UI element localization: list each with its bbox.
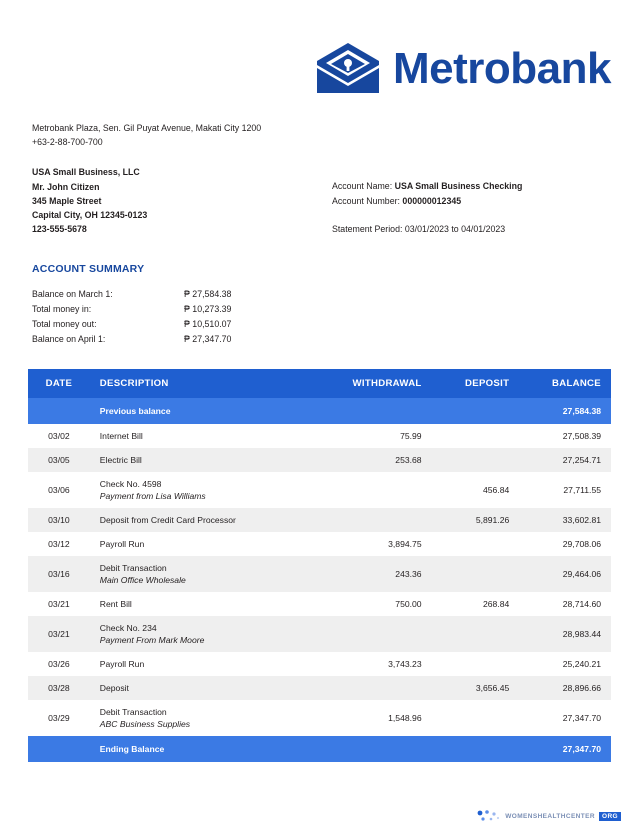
summary-row xyxy=(32,302,304,317)
row-description xyxy=(90,532,340,556)
row-withdrawal: 75.99 xyxy=(340,424,432,448)
row-date: 03/29 xyxy=(28,700,90,736)
row-balance: 27,508.39 xyxy=(519,424,611,448)
row-date: 03/02 xyxy=(28,424,90,448)
row-withdrawal xyxy=(340,508,432,532)
row-balance: 28,983.44 xyxy=(519,616,611,652)
row-description-main: Debit Transaction xyxy=(99,562,167,573)
row-withdrawal: 3,743.23 xyxy=(340,652,432,676)
column-header-balance: BALANCE xyxy=(519,369,611,398)
envelope-building-logo-icon xyxy=(315,41,381,97)
row-deposit: 3,656.45 xyxy=(432,676,520,700)
account-details xyxy=(332,165,609,236)
account-name-row xyxy=(332,179,609,193)
account-summary-table xyxy=(32,287,304,347)
footer-text: WOMENSHEALTHCENTER xyxy=(505,812,595,820)
row-withdrawal: 3,894.75 xyxy=(340,532,432,556)
customer-line4: Capital City, OH 12345-0123 xyxy=(32,210,148,220)
row-withdrawal xyxy=(340,472,432,508)
row-description xyxy=(90,616,340,652)
row-balance: 29,708.06 xyxy=(519,532,611,556)
row-deposit xyxy=(432,532,520,556)
row-balance: 27,254.71 xyxy=(519,448,611,472)
row-withdrawal: 750.00 xyxy=(340,592,432,616)
previous-balance-date xyxy=(28,398,90,424)
row-withdrawal: 253.68 xyxy=(340,448,432,472)
row-description xyxy=(90,556,340,592)
customer-address xyxy=(32,165,332,236)
account-summary-title: ACCOUNT SUMMARY xyxy=(32,262,145,275)
row-description xyxy=(90,700,340,736)
row-description-main: Internet Bill xyxy=(99,430,143,441)
info-section xyxy=(0,165,639,236)
row-balance: 28,896.66 xyxy=(519,676,611,700)
row-date: 03/21 xyxy=(28,592,90,616)
row-withdrawal xyxy=(340,676,432,700)
ending-balance-row xyxy=(28,736,611,762)
column-header-description: DESCRIPTION xyxy=(90,369,340,398)
table-row xyxy=(28,676,611,700)
row-description xyxy=(90,424,340,448)
statement-period-label: Statement Period: xyxy=(332,223,403,234)
transactions-header-row xyxy=(28,369,611,398)
brand-logo xyxy=(315,41,611,97)
previous-balance-deposit xyxy=(432,398,520,424)
customer-line5: 123-555-5678 xyxy=(32,224,87,235)
row-description-main: Payroll Run xyxy=(99,538,145,549)
table-row xyxy=(28,652,611,676)
row-description-main: Debit Transaction xyxy=(99,706,167,717)
row-description xyxy=(90,652,340,676)
previous-balance-withdrawal xyxy=(340,398,432,424)
row-description xyxy=(90,448,340,472)
statement-period-row xyxy=(332,222,609,236)
bank-address-line1: Metrobank Plaza, Sen. Gil Puyat Avenue, Makati City 1200 xyxy=(32,123,262,133)
row-withdrawal: 243.36 xyxy=(340,556,432,592)
table-row xyxy=(28,592,611,616)
row-balance: 27,711.55 xyxy=(519,472,611,508)
summary-label: Balance on April 1: xyxy=(32,334,106,344)
row-deposit xyxy=(432,616,520,652)
row-date: 03/12 xyxy=(28,532,90,556)
account-name-value: USA Small Business Checking xyxy=(394,181,523,192)
row-description-sub: Payment From Mark Moore xyxy=(99,634,205,645)
row-withdrawal xyxy=(340,616,432,652)
row-description-sub: Main Office Wholesale xyxy=(99,574,186,585)
ending-balance-label: Ending Balance xyxy=(90,736,340,762)
row-description-main: Payroll Run xyxy=(99,658,145,669)
row-deposit xyxy=(432,556,520,592)
row-balance: 33,602.81 xyxy=(519,508,611,532)
row-deposit: 456.84 xyxy=(432,472,520,508)
summary-row xyxy=(32,317,304,332)
row-deposit: 268.84 xyxy=(432,592,520,616)
ending-balance-amount: 27,347.70 xyxy=(519,736,611,762)
row-deposit xyxy=(432,424,520,448)
row-description-main: Rent Bill xyxy=(99,598,132,609)
row-date: 03/26 xyxy=(28,652,90,676)
table-row xyxy=(28,532,611,556)
table-row xyxy=(28,616,611,652)
summary-label: Total money in: xyxy=(32,304,92,314)
footer-org-badge: ORG xyxy=(599,812,621,821)
previous-balance-label: Previous balance xyxy=(90,398,340,424)
summary-label: Total money out: xyxy=(32,319,97,329)
summary-value: ₱ 10,510.07 xyxy=(184,319,232,329)
row-deposit xyxy=(432,652,520,676)
row-date: 03/21 xyxy=(28,616,90,652)
row-description xyxy=(90,676,340,700)
account-name-label: Account Name: xyxy=(332,181,393,192)
row-description-main: Electric Bill xyxy=(99,454,142,465)
row-description xyxy=(90,472,340,508)
previous-balance-row xyxy=(28,398,611,424)
row-date: 03/10 xyxy=(28,508,90,532)
statement-period-value: 03/01/2023 to 04/01/2023 xyxy=(404,223,506,234)
row-balance: 27,347.70 xyxy=(519,700,611,736)
customer-line1: USA Small Business, LLC xyxy=(32,167,140,178)
transactions-table xyxy=(28,369,611,762)
ending-balance-withdrawal xyxy=(340,736,432,762)
table-row xyxy=(28,424,611,448)
customer-line3: 345 Maple Street xyxy=(32,195,102,206)
row-balance: 25,240.21 xyxy=(519,652,611,676)
summary-row xyxy=(32,287,304,302)
column-header-deposit: DEPOSIT xyxy=(432,369,520,398)
row-description-main: Check No. 4598 xyxy=(99,478,162,489)
customer-line2: Mr. John Citizen xyxy=(32,181,100,192)
summary-value: ₱ 27,584.38 xyxy=(184,289,232,299)
ending-balance-date xyxy=(28,736,90,762)
summary-label: Balance on March 1: xyxy=(32,289,113,299)
row-balance: 29,464.06 xyxy=(519,556,611,592)
row-description xyxy=(90,508,340,532)
account-number-value: 000000012345 xyxy=(402,195,462,206)
row-deposit xyxy=(432,700,520,736)
summary-value: ₱ 27,347.70 xyxy=(184,334,232,344)
ending-balance-deposit xyxy=(432,736,520,762)
row-date: 03/05 xyxy=(28,448,90,472)
document-header xyxy=(0,0,639,104)
summary-row xyxy=(32,332,304,347)
row-description-sub: ABC Business Supplies xyxy=(99,718,191,729)
previous-balance-amount: 27,584.38 xyxy=(519,398,611,424)
table-row xyxy=(28,448,611,472)
row-description-sub: Payment from Lisa Williams xyxy=(99,490,206,501)
row-date: 03/16 xyxy=(28,556,90,592)
table-row xyxy=(28,472,611,508)
row-deposit xyxy=(432,448,520,472)
table-row xyxy=(28,556,611,592)
transactions-section xyxy=(28,369,611,762)
account-number-row xyxy=(332,194,609,208)
row-deposit: 5,891.26 xyxy=(432,508,520,532)
footer-watermark xyxy=(475,809,621,823)
dots-logo-icon xyxy=(475,809,501,823)
summary-value: ₱ 10,273.39 xyxy=(184,304,232,314)
row-withdrawal: 1,548.96 xyxy=(340,700,432,736)
column-header-date: DATE xyxy=(28,369,90,398)
row-description-main: Check No. 234 xyxy=(99,622,157,633)
row-balance: 28,714.60 xyxy=(519,592,611,616)
row-date: 03/28 xyxy=(28,676,90,700)
account-number-label: Account Number: xyxy=(332,195,400,206)
row-description-main: Deposit from Credit Card Processor xyxy=(99,514,236,525)
row-date: 03/06 xyxy=(28,472,90,508)
table-row xyxy=(28,700,611,736)
row-description xyxy=(90,592,340,616)
brand-name: Metrobank xyxy=(393,44,611,93)
column-header-withdrawal: WITHDRAWAL xyxy=(340,369,432,398)
row-description-main: Deposit xyxy=(99,682,129,693)
bank-address xyxy=(32,122,639,149)
bank-address-line2: +63-2-88-700-700 xyxy=(32,136,103,147)
table-row xyxy=(28,508,611,532)
